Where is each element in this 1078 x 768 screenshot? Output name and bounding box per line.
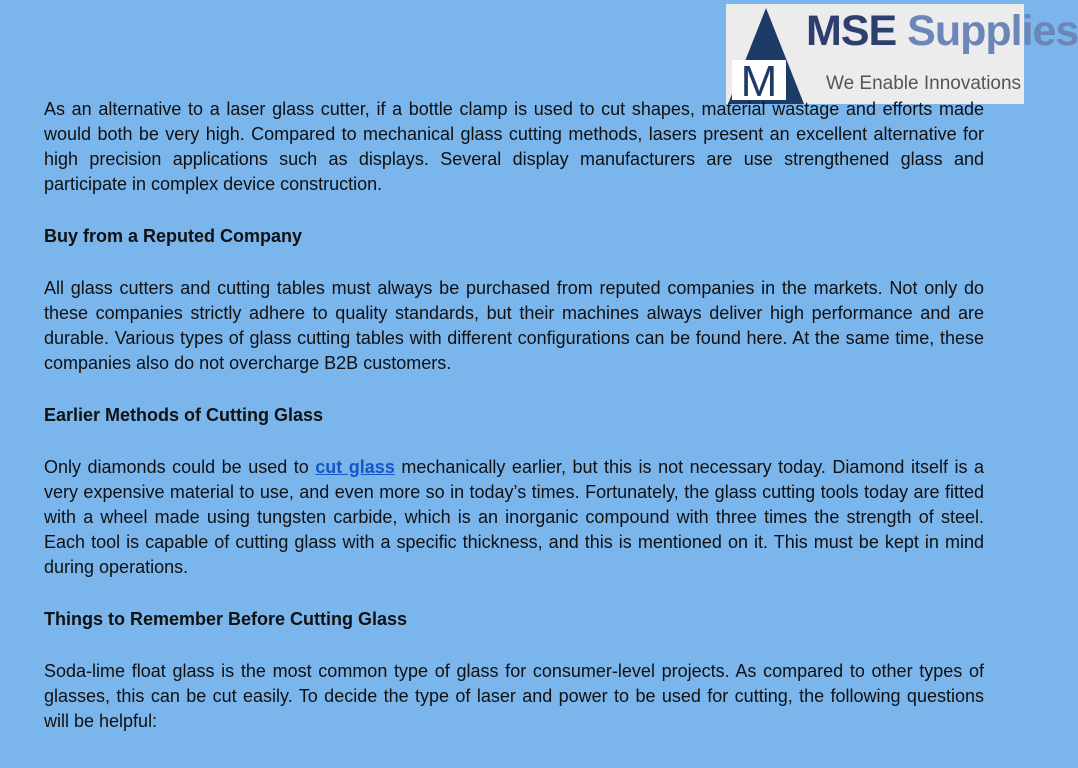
logo-mark-letter: M	[740, 57, 778, 106]
earlier-methods-paragraph	[44, 455, 984, 580]
intro-paragraph: As an alternative to a laser glass cutter, if a bottle clamp is used to cut shapes, material wastage and efforts made would both be very high. Compared to mechanical glass cutting methods, lasers present an excellent alternative for high precision applications such as displays. Several display manufacturers are use strengthened glass and participate in complex device construction.	[44, 99, 984, 194]
buy-heading: Buy from a Reputed Company	[44, 226, 303, 246]
article-body	[44, 97, 984, 734]
earlier-text-before-link: Only diamonds could be used to	[44, 457, 316, 477]
logo-brand-main: MSE	[806, 7, 897, 55]
logo-brand-secondary: Supplies	[907, 7, 1078, 55]
things-to-remember-heading: Things to Remember Before Cutting Glass	[44, 609, 408, 629]
mse-supplies-logo	[726, 4, 1078, 106]
earlier-methods-heading: Earlier Methods of Cutting Glass	[44, 405, 324, 425]
logo-triangle-icon	[726, 4, 806, 104]
logo-tagline: We Enable Innovations	[826, 73, 1022, 94]
earlier-text-after-link: mechanically earlier, but this is not necessary today. Diamond itself is a very expensive material to use, and even more so in today’s times. Fortunately, the glass cutting tools today are fitted with a wheel made using tungsten carbide, which is an inorganic compound with three times the strength of steel. Each tool is capable of cutting glass with a specific thickness, and this is mentioned on it. This must be kept in mind during operations.	[44, 457, 984, 577]
logo-brand-name	[806, 7, 1078, 55]
buy-paragraph: All glass cutters and cutting tables must always be purchased from reputed companies in the markets. Not only do these companies strictly adhere to quality standards, but their machines always deliver high performance and are durable. Various types of glass cutting tables with different configurations can be found here. At the same time, these companies also do not overcharge B2B customers.	[44, 278, 984, 373]
things-to-remember-paragraph: Soda-lime float glass is the most common type of glass for consumer-level projects. As compared to other types of glasses, this can be cut easily. To decide the type of laser and power to be used for cutting, the following questions will be helpful:	[44, 661, 984, 731]
cut-glass-link[interactable]: cut glass	[315, 457, 395, 477]
